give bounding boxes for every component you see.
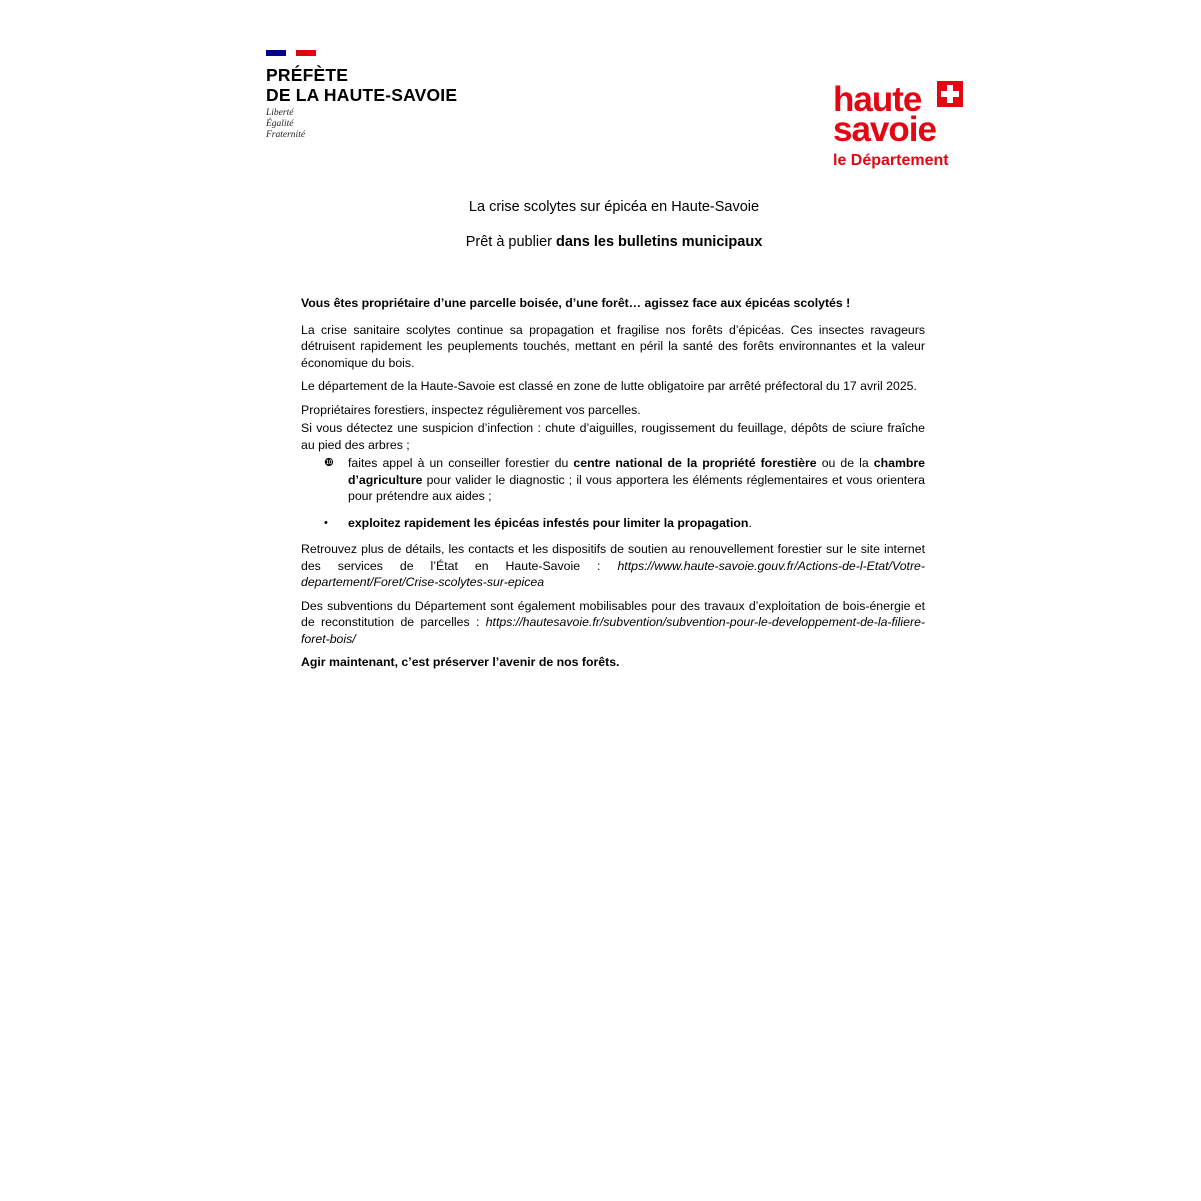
savoie-cross-icon (937, 81, 963, 107)
subtitle-regular: Prêt à publier (465, 234, 556, 250)
prefecture-logo (266, 50, 457, 141)
action-list (301, 455, 925, 531)
paragraph-regulation: Le département de la Haute-Savoie est classé en zone de lutte obligatoire par arrêté préfectoral du 17 avril 2025. (301, 379, 917, 393)
motto-fraternite: Fraternité (266, 130, 306, 140)
french-flag-icon (266, 50, 316, 56)
department-logo-haute: haute (833, 80, 922, 119)
department-subsidy-link[interactable]: https://hautesavoie.fr/subvention/subvention-pour-le-developpement-de-la-filiere-foret-bois/ (301, 615, 925, 646)
list-item: ❿ faites appel à un conseiller forestier du centre national de la propriété forestière ou de la chambre d’agriculture pour valider le diagnostic ; il vous apportera les éléments réglementaires et vous orientera pour prétendre aux aides ; (324, 456, 926, 503)
prefecture-name-line1: PRÉFÈTE (266, 65, 349, 85)
prefecture-name-line2: DE LA HAUTE-SAVOIE (266, 85, 458, 105)
department-logo (833, 80, 973, 175)
document-title: La crise scolytes sur épicéa en Haute-Savoie (468, 199, 760, 215)
paragraph-crisis: La crise sanitaire scolytes continue sa propagation et fragilise nos forêts d’épicéas. Ces insectes ravageurs détruisent rapidement les peuplements touchés, mettant en péril la santé des forêts environnantes et la valeur économique du bois. (301, 322, 925, 370)
article-body (301, 295, 925, 678)
department-logo-subtitle: le Département (833, 152, 949, 169)
subtitle-bold: dans les bulletins municipaux (556, 234, 763, 250)
motto-liberte: Liberté (266, 108, 294, 118)
paragraph-details: Retrouvez plus de détails, les contacts et les dispositifs de soutien au renouvellement forestier sur le site internet des services de l’État en Haute-Savoie : https://www.haute-savoie.gouv.fr/Actions-de-l-Etat/Votre-departement/Foret/Crise-scolytes-sur-epicea (301, 542, 925, 589)
bullet-icon: • (324, 516, 328, 529)
department-logo-savoie: savoie (833, 110, 936, 149)
bullet-icon: ❿ (324, 457, 334, 469)
paragraph-symptoms: Si vous détectez une suspicion d’infection : chute d’aiguilles, rougissement du feuillage, dépôts de sciure fraîche au pied des arbres ; (301, 421, 925, 452)
document-subtitle (0, 234, 1201, 250)
list-item: • exploitez rapidement les épicéas infestés pour limiter la propagation. (324, 515, 752, 530)
paragraph-inspect: Propriétaires forestiers, inspectez régulièrement vos parcelles. (301, 402, 641, 417)
paragraph-subsidies: Des subventions du Département sont également mobilisables pour des travaux d’exploitation de bois-énergie et de reconstitution de parcelles : https://hautesavoie.fr/subvention/subvention-pour-le-developpement-de-la-filiere-foret-bois/ (301, 598, 925, 646)
republic-motto (266, 108, 457, 141)
intro-heading: Vous êtes propriétaire d’une parcelle boisée, d’une forêt… agissez face aux épicéas scolytés ! (301, 296, 851, 310)
closing-statement: Agir maintenant, c’est préserver l’avenir de nos forêts. (301, 655, 620, 669)
prefecture-link[interactable]: https://www.haute-savoie.gouv.fr/Actions-de-l-Etat/Votre-departement/Foret/Crise-scolytes-sur-epicea (301, 558, 925, 589)
motto-egalite: Égalité (266, 119, 294, 129)
